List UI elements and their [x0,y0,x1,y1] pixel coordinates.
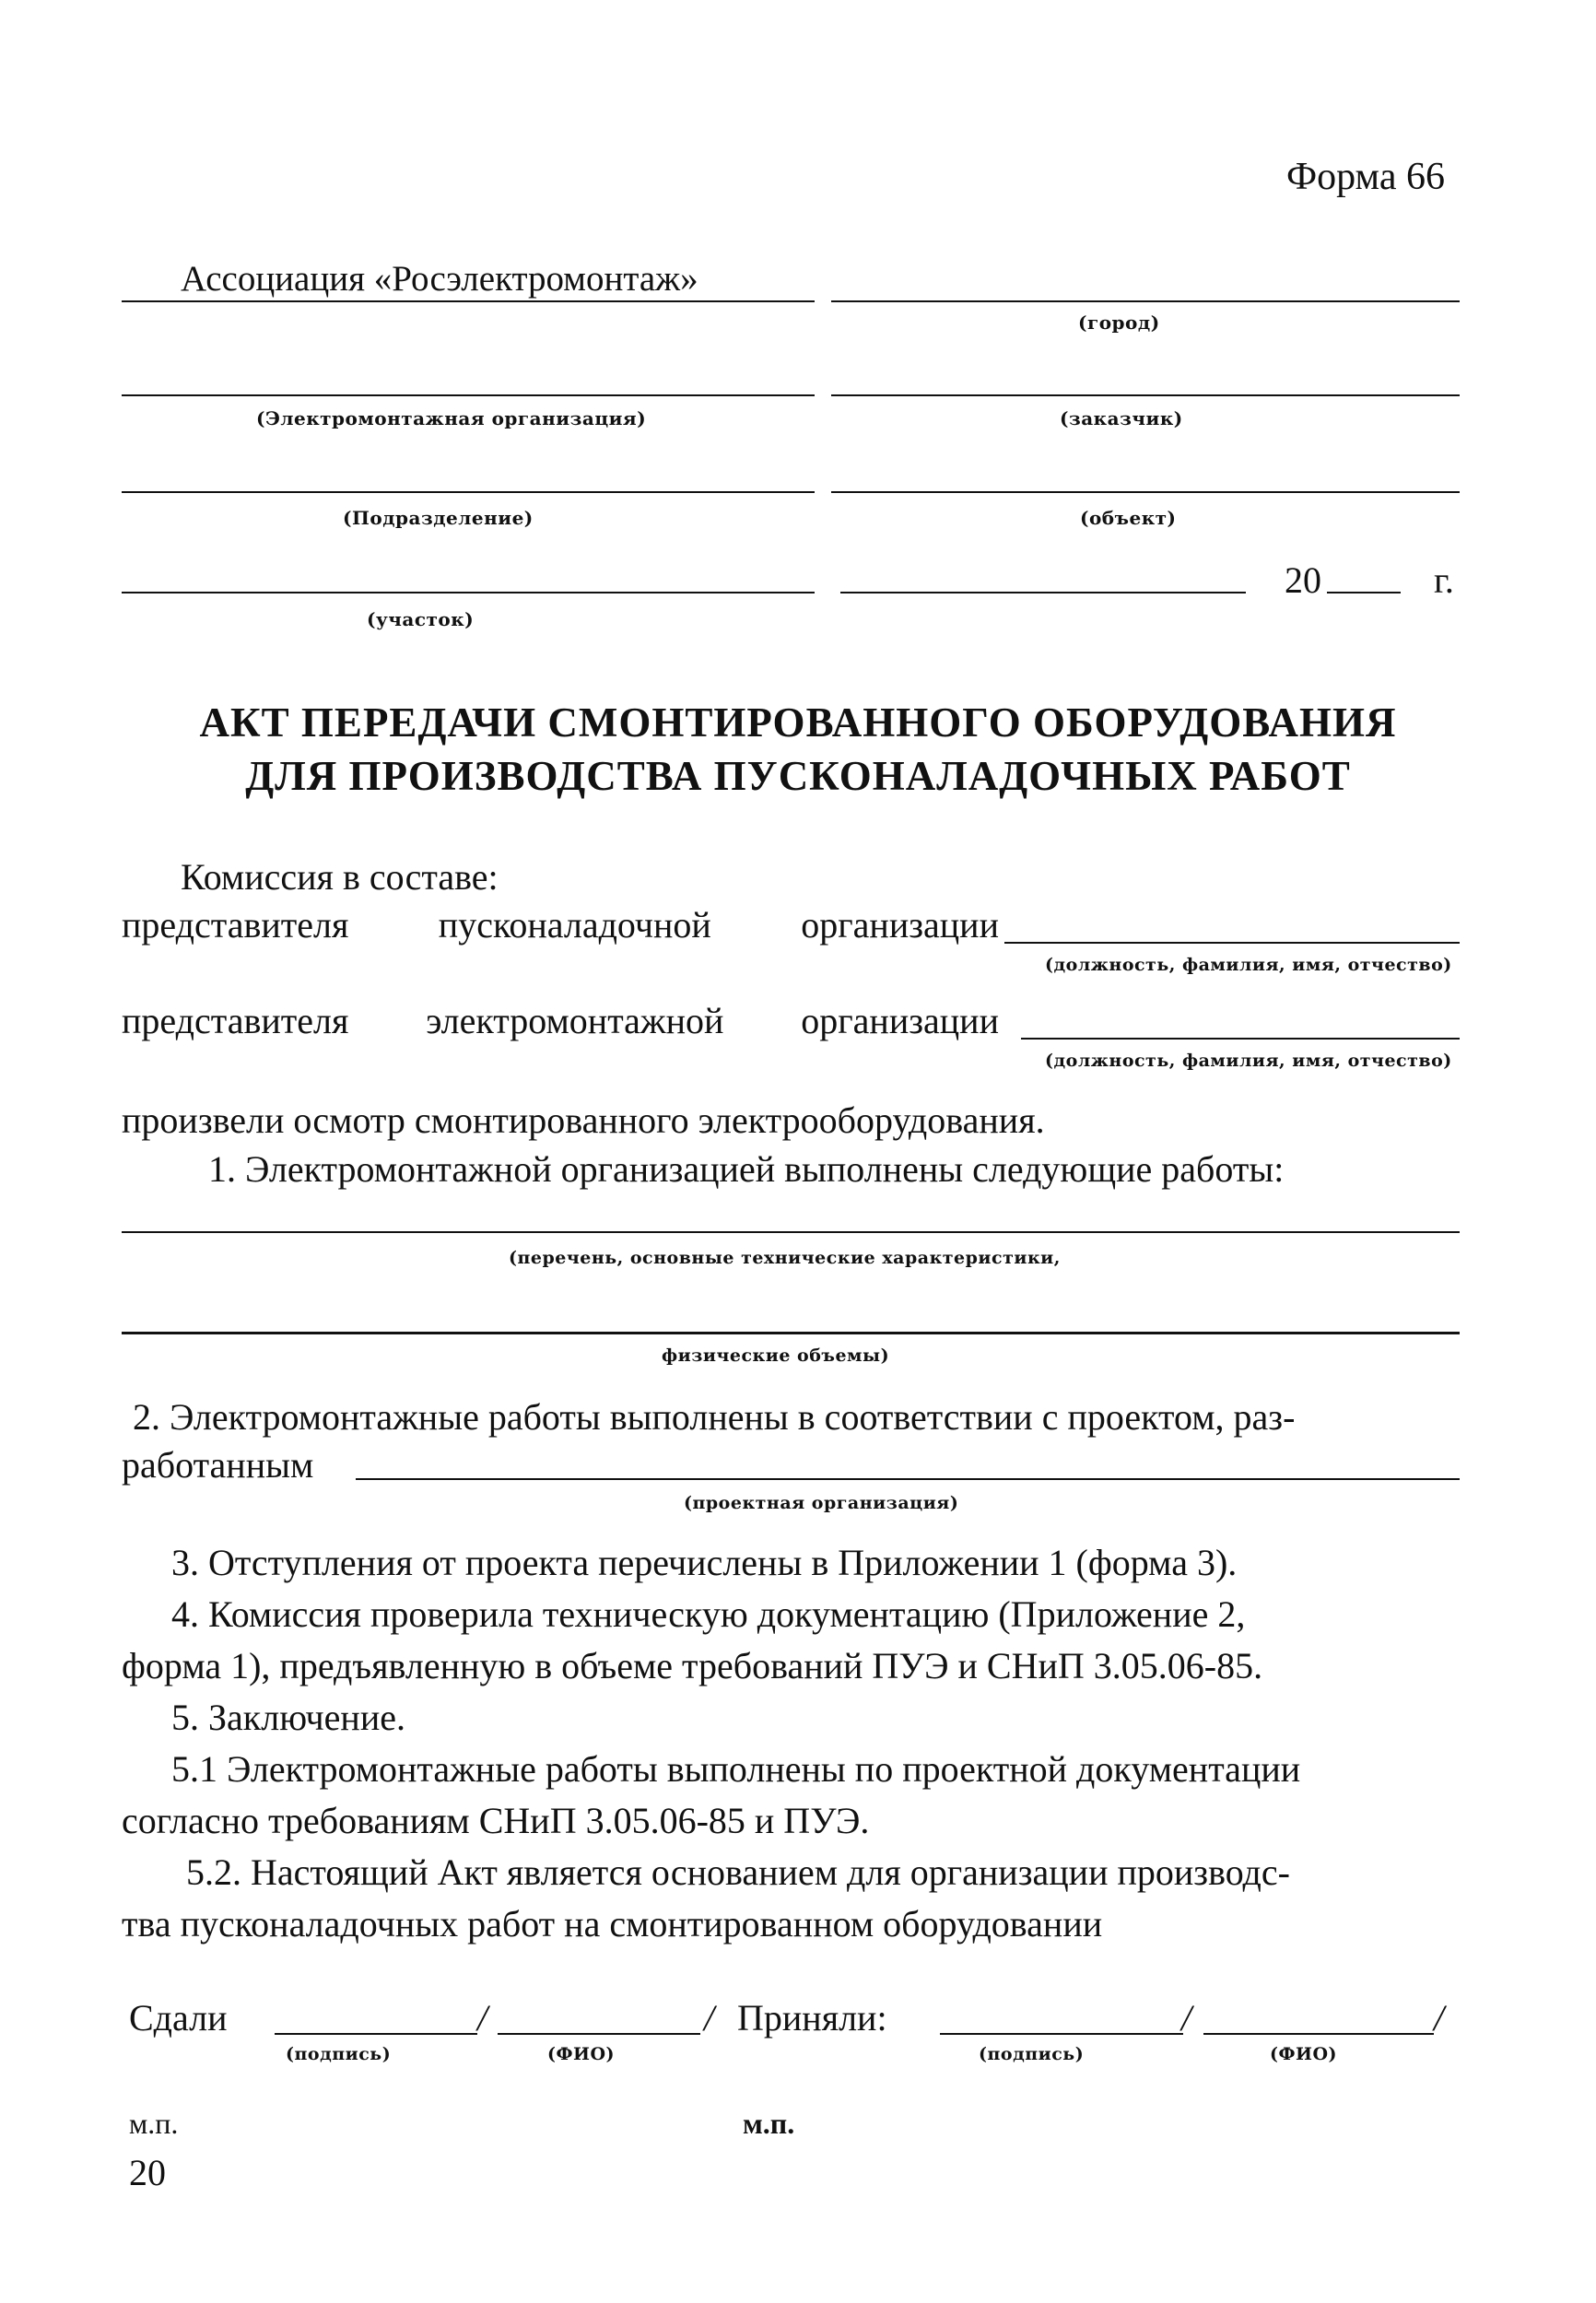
page-number: 20 [129,2152,166,2193]
section-caption: (участок) [367,608,475,630]
gave-signature-field[interactable] [275,2033,477,2035]
subdivision-caption: (Подразделение) [343,507,534,529]
object-caption: (объект) [1080,507,1177,529]
organization-caption: (Электромонтажная организация) [256,407,647,429]
received-label: Приняли: [737,1997,887,2039]
item-3: 3. Отступления от проекта перечислены в Приложении 1 (форма 3). [171,1542,1238,1583]
item-4-line2: форма 1), предъявленную в объеме требований ПУЭ и СНиП 3.05.06-85. [122,1645,1263,1686]
year-suffix: г. [1434,559,1454,601]
item-4-line1: 4. Комиссия проверила техническую документацию (Приложение 2, [171,1593,1246,1635]
works-caption-1: (перечень, основные технические характеристики, [509,1248,1061,1268]
rep1-word-3: организации [801,904,999,946]
received-name-field[interactable] [1203,2033,1434,2035]
rep2-line [122,999,999,1042]
received-slash-1: / [1181,1997,1192,2039]
item-2-line1: 2. Электромонтажные работы выполнены в соответствии с проектом, раз- [133,1396,1296,1438]
item-1: 1. Электромонтажной организацией выполнены следующие работы: [208,1148,1285,1190]
gave-slash-1: / [477,1997,488,2039]
subdivision-field[interactable] [122,491,815,493]
rep2-word-1: представителя [122,1000,349,1041]
gave-signature-caption: (подпись) [286,2044,392,2064]
received-signature-caption: (подпись) [979,2044,1085,2064]
association-name: Ассоциация «Росэлектромонтаж» [181,259,698,299]
works-field-line1[interactable] [122,1231,1460,1233]
inspection-statement: произвели осмотр смонтированного электрооборудования. [122,1099,1045,1141]
received-name-caption: (ФИО) [1270,2044,1338,2064]
document-title-line2: ДЛЯ ПРОИЗВОДСТВА ПУСКОНАЛАДОЧНЫХ РАБОТ [245,753,1351,799]
item-5-2-line2: тва пусконаладочных работ на смонтированном оборудовании [122,1903,1103,1945]
rep1-word-2: пусконаладочной [438,904,711,946]
item-5: 5. Заключение. [171,1697,405,1738]
gave-slash-2: / [704,1997,715,2039]
form-number: Форма 66 [1286,156,1445,198]
stamp-right: м.п. [743,2107,795,2140]
date-field[interactable] [840,592,1246,593]
stamp-left: м.п. [129,2107,179,2140]
customer-caption: (заказчик) [1060,407,1183,429]
works-caption-2: физические объемы) [662,1345,890,1366]
design-org-caption: (проектная организация) [684,1493,959,1513]
rep1-line [122,903,999,946]
gave-name-field[interactable] [498,2033,700,2035]
rep2-word-3: организации [801,1000,999,1041]
gave-name-caption: (ФИО) [547,2044,616,2064]
object-field[interactable] [831,491,1460,493]
city-field[interactable] [831,300,1460,302]
item-5-1-line2: согласно требованиям СНиП 3.05.06-85 и ПУЭ. [122,1800,870,1841]
item-5-2-line1: 5.2. Настоящий Акт является основанием для организации производс- [186,1851,1290,1893]
gave-label: Сдали [129,1997,228,2039]
commission-intro: Комиссия в составе: [181,856,499,898]
year-field[interactable] [1327,592,1401,593]
design-org-field[interactable] [356,1478,1460,1480]
rep2-field[interactable] [1021,1038,1460,1040]
received-slash-2: / [1434,1997,1445,2039]
item-5-1-line1: 5.1 Электромонтажные работы выполнены по проектной документации [171,1748,1301,1790]
document-title-line1: АКТ ПЕРЕДАЧИ СМОНТИРОВАННОГО ОБОРУДОВАНИЯ [199,699,1397,746]
rep1-word-1: представителя [122,904,349,946]
rep2-caption: (должность, фамилия, имя, отчество) [1045,1051,1452,1071]
association-underline [122,300,815,302]
rep1-field[interactable] [1004,942,1460,944]
rep1-caption: (должность, фамилия, имя, отчество) [1045,955,1452,975]
received-signature-field[interactable] [940,2033,1183,2035]
section-field[interactable] [122,592,815,593]
rep2-word-2: электромонтажной [426,1000,724,1041]
city-caption: (город) [1078,311,1160,334]
works-field-line2[interactable] [122,1332,1460,1334]
organization-field[interactable] [122,394,815,396]
year-prefix: 20 [1285,559,1321,601]
customer-field[interactable] [831,394,1460,396]
item-2-line2: работанным [122,1444,314,1486]
